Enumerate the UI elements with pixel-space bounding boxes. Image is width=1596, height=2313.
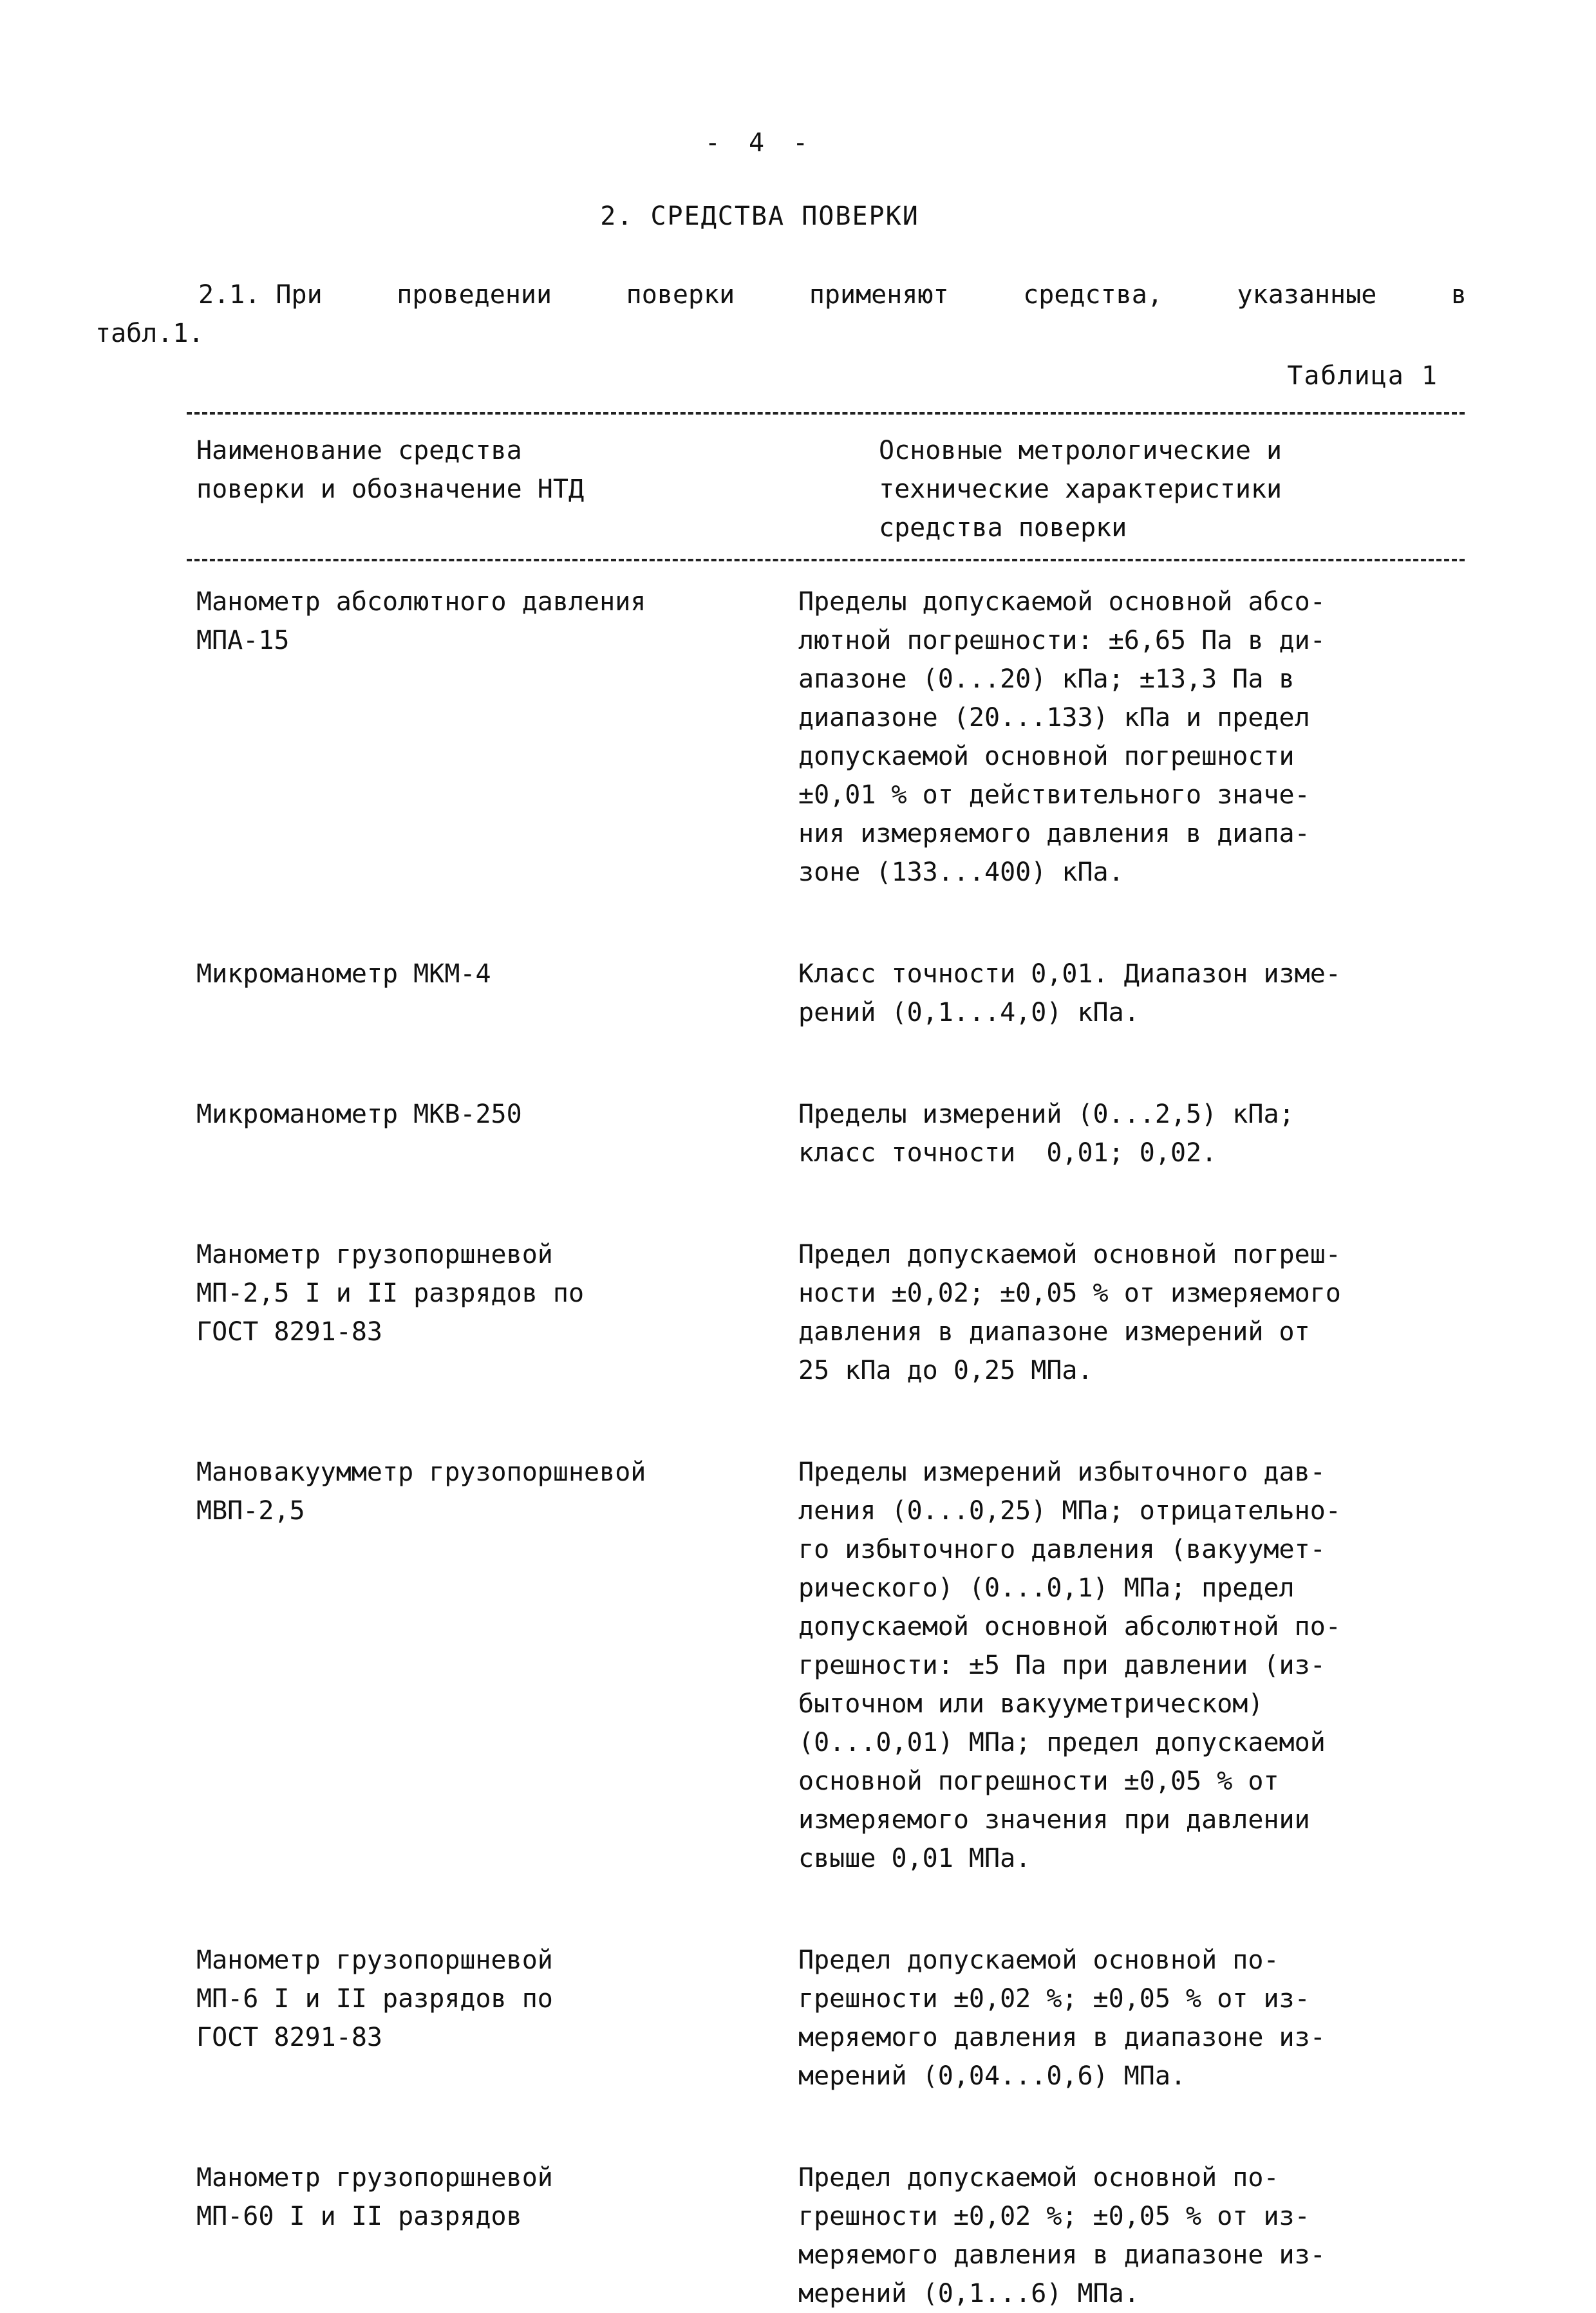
header-spec-column	[879, 431, 1458, 547]
intro-word: в	[1450, 280, 1467, 310]
table-row	[196, 1095, 1465, 1172]
instrument-name	[196, 1941, 798, 2095]
instrument-name-line: МП-60 I и II разрядов	[196, 2202, 522, 2231]
specification-line: допускаемой основной абсолютной по-	[798, 1612, 1341, 1642]
header-spec-line: средства поверки	[879, 513, 1127, 543]
specification-line: меряемого давления в диапазоне из-	[798, 2023, 1326, 2052]
instrument-name-line: Манометр грузопоршневой	[196, 1945, 553, 1975]
intro-word: применяют	[809, 280, 949, 310]
specification-line: свыше 0,01 МПа.	[798, 1844, 1031, 1873]
table-row	[196, 583, 1465, 892]
instrument-specification	[798, 1235, 1465, 1390]
table-row	[196, 2158, 1465, 2313]
specification-line: рического) (0...0,1) МПа; предел	[798, 1573, 1295, 1603]
table-body	[196, 583, 1465, 2313]
specification-line: ности ±0,02; ±0,05 % от измеряемого	[798, 1278, 1341, 1308]
intro-word: средства,	[1023, 280, 1163, 310]
header-spec-line: Основные метрологические и	[879, 436, 1282, 465]
instrument-specification	[798, 955, 1465, 1032]
instrument-specification	[798, 583, 1465, 892]
specification-line: мерений (0,1...6) МПа.	[798, 2279, 1140, 2308]
table-row	[196, 1941, 1465, 2095]
specification-line: давления в диапазоне измерений от	[798, 1317, 1310, 1347]
intro-line-1	[95, 276, 1467, 314]
specification-line: ±0,01 % от действительного значе-	[798, 780, 1310, 810]
specification-line: Предел допускаемой основной по-	[798, 2163, 1279, 2193]
specification-line: Пределы допускаемой основной абсо-	[798, 587, 1326, 617]
specification-line: зоне (133...400) кПа.	[798, 857, 1124, 887]
table-row	[196, 1235, 1465, 1390]
specification-line: класс точности 0,01; 0,02.	[798, 1138, 1217, 1168]
table-top-rule	[187, 412, 1465, 415]
intro-paragraph	[95, 276, 1467, 353]
instrument-specification	[798, 1941, 1465, 2095]
specification-line: меряемого давления в диапазоне из-	[798, 2240, 1326, 2270]
instrument-specification	[798, 1095, 1465, 1172]
instrument-name	[196, 583, 798, 892]
header-spec-line: технические характеристики	[879, 474, 1282, 504]
specification-line: допускаемой основной погрешности	[798, 742, 1295, 771]
instrument-name-line: Манометр абсолютного давления	[196, 587, 646, 617]
instrument-name-line: Микроманометр МКВ-250	[196, 1100, 522, 1129]
specification-line: Предел допускаемой основной погреш-	[798, 1240, 1341, 1269]
table-caption: Таблица 1	[1287, 361, 1438, 391]
specification-line: диапазоне (20...133) кПа и предел	[798, 703, 1310, 733]
header-name-line: поверки и обозначение НТД	[196, 474, 585, 504]
table-row	[196, 1453, 1465, 1878]
specification-line: быточном или вакууметрическом)	[798, 1689, 1264, 1719]
instrument-name-line: Манометр грузопоршневой	[196, 1240, 553, 1269]
specification-line: грешности ±0,02 %; ±0,05 % от из-	[798, 1984, 1310, 2014]
specification-line: ния измеряемого давления в диапа-	[798, 819, 1310, 848]
intro-word: 2.1. При	[198, 280, 323, 310]
specification-line: (0...0,01) МПа; предел допускаемой	[798, 1728, 1326, 1757]
instrument-name	[196, 1453, 798, 1878]
header-name-line: Наименование средства	[196, 436, 522, 465]
specification-line: ления (0...0,25) МПа; отрицательно-	[798, 1496, 1341, 1526]
intro-word: поверки	[626, 280, 735, 310]
instrument-name-line: ГОСТ 8291-83	[196, 2023, 382, 2052]
table-row	[196, 955, 1465, 1032]
page-number: - 4 -	[704, 128, 815, 158]
specification-line: основной погрешности ±0,05 % от	[798, 1766, 1279, 1796]
instrument-name-line: Мановакуумметр грузопоршневой	[196, 1457, 646, 1487]
instrument-specification	[798, 2158, 1465, 2313]
specification-line: Класс точности 0,01. Диапазон изме-	[798, 959, 1341, 989]
instrument-name-line: Манометр грузопоршневой	[196, 2163, 553, 2193]
specification-line: Пределы измерений избыточного дав-	[798, 1457, 1326, 1487]
instrument-name-line: Микроманометр МКМ-4	[196, 959, 491, 989]
intro-word: указанные	[1237, 280, 1377, 310]
instrument-name-line: МП-2,5 I и II разрядов по	[196, 1278, 585, 1308]
specification-line: го избыточного давления (вакуумет-	[798, 1535, 1326, 1564]
instrument-name-line: МПА-15	[196, 626, 290, 655]
instrument-name	[196, 1095, 798, 1172]
specification-line: Пределы измерений (0...2,5) кПа;	[798, 1100, 1295, 1129]
intro-line-2: табл.1.	[95, 319, 204, 348]
instrument-name	[196, 2158, 798, 2313]
instrument-name-line: ГОСТ 8291-83	[196, 1317, 382, 1347]
instrument-specification	[798, 1453, 1465, 1878]
header-name-column	[196, 431, 776, 509]
table-header-rule	[187, 559, 1465, 561]
specification-line: мерений (0,04...0,6) МПа.	[798, 2061, 1187, 2091]
instrument-name	[196, 955, 798, 1032]
instrument-name	[196, 1235, 798, 1390]
specification-line: 25 кПа до 0,25 МПа.	[798, 1356, 1093, 1385]
specification-line: рений (0,1...4,0) кПа.	[798, 998, 1140, 1027]
specification-line: Предел допускаемой основной по-	[798, 1945, 1279, 1975]
specification-line: апазоне (0...20) кПа; ±13,3 Па в	[798, 664, 1295, 694]
specification-line: грешности: ±5 Па при давлении (из-	[798, 1651, 1326, 1680]
intro-word: проведении	[397, 280, 552, 310]
specification-line: грешности ±0,02 %; ±0,05 % от из-	[798, 2202, 1310, 2231]
specification-line: измеряемого значения при давлении	[798, 1805, 1310, 1835]
instrument-name-line: МП-6 I и II разрядов по	[196, 1984, 553, 2014]
instrument-name-line: МВП-2,5	[196, 1496, 305, 1526]
specification-line: лютной погрешности: ±6,65 Па в ди-	[798, 626, 1326, 655]
section-title: 2. СРЕДСТВА ПОВЕРКИ	[600, 201, 919, 231]
